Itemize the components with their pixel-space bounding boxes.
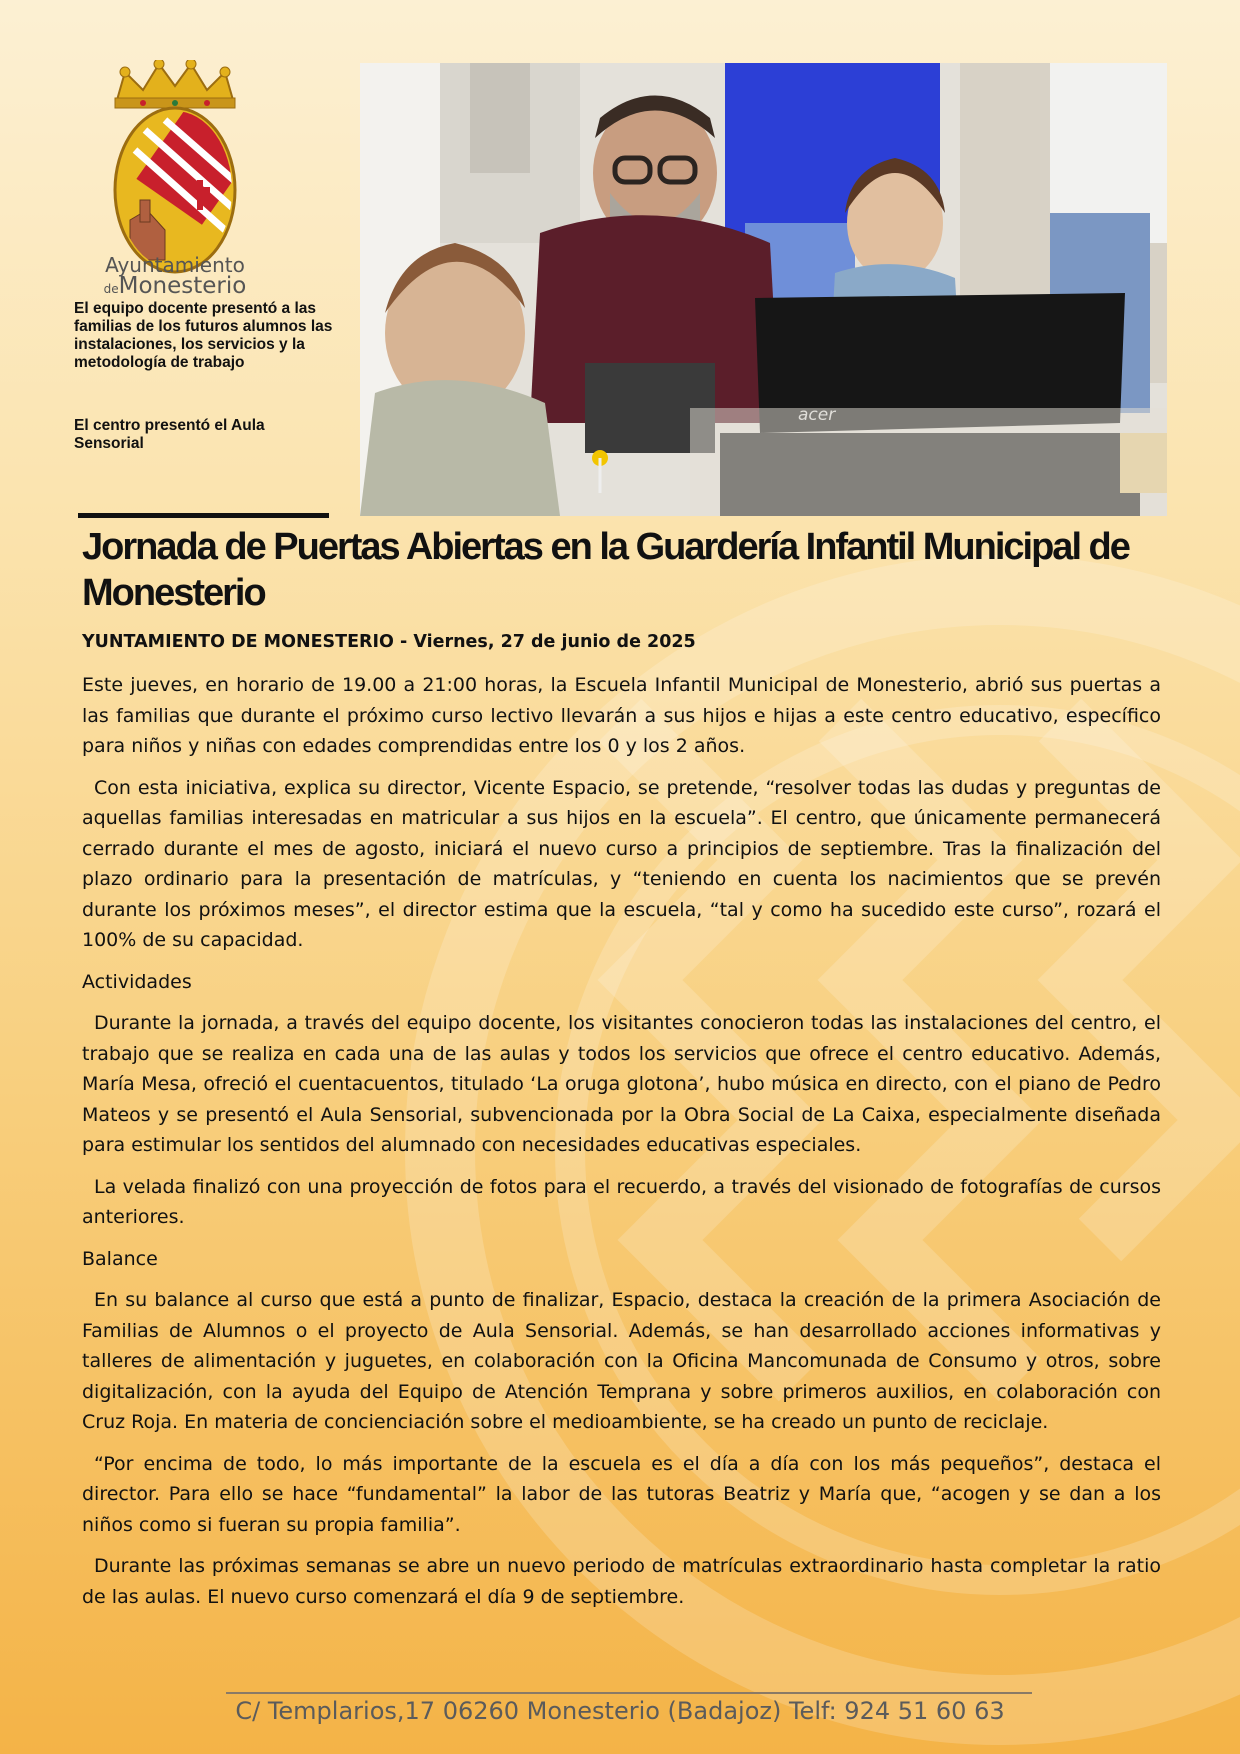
article-body [82, 670, 1161, 1623]
headline-rule [78, 513, 329, 518]
paragraph-3: Durante la jornada, a través del equipo docente, los visitantes conocieron todas las instalaciones del centro, el trabajo que se realiza en cada una de las aulas y todos los servicios que ofrece el centro educativo. Además, María Mesa, ofreció el cuentacuentos, titulado ‘La oruga glotona’, hubo música en directo, con el piano de Pedro Mateos y se presentó el Aula Sensorial, subvencionada por la Obra Social de La Caixa, especialmente diseñada para estimular los sentidos del alumnado con necesidades educativas especiales. [82, 1012, 1161, 1156]
logo-de: de [103, 282, 119, 296]
paragraph-2: Con esta iniciativa, explica su director, Vicente Espacio, se pretende, “resolver todas las dudas y preguntas de aquellas familias interesadas en matricular a sus hijos en la escuela”. El centro, que únicamente permanecerá cerrado durante el mes de agosto, iniciará el nuevo curso a principios de septiembre. Tras la finalización del plazo ordinario para la presentación de matrículas, y “teniendo en cuenta los nacimientos que se prevén durante los próximos meses”, el director estima que la escuela, “tal y como ha sucedido este curso”, rozará el 100% de su capacidad. [82, 776, 1161, 951]
footer-rule [226, 1692, 1032, 1694]
photo-caption-2: El centro presentó el Aula Sensorial [74, 417, 265, 452]
paragraph-6: “Por encima de todo, lo más importante de la escuela es el día a día con los más pequeños”, destaca el director. Para ello se hace “fundamental” la labor de las tutoras Beatriz y María que, “acogen y se dan a los niños como si fueran su propia familia”. [82, 1452, 1161, 1536]
article-headline: Jornada de Puertas Abiertas en la Guardería Infantil Municipal de Monesterio [82, 526, 1129, 614]
paragraph-7: Durante las próximas semanas se abre un nuevo periodo de matrículas extraordinario hasta completar la ratio de las aulas. El nuevo curso comenzará el día 9 de septiembre. [82, 1555, 1161, 1608]
paragraph-5: En su balance al curso que está a punto de finalizar, Espacio, destaca la creación de la primera Asociación de Familias de Alumnos o el proyecto de Aula Sensorial. Además, se han desarrollado acciones informativas y talleres de alimentación y juguetes, en colaboración con la Oficina Mancomunada de Consumo y otros, sobre digitalización, con la ayuda del Equipo de Atención Temprana y sobre primeros auxilios, en colaboración con Cruz Roja. En materia de concienciación sobre el medioambiente, se ha creado un punto de reciclaje. [82, 1289, 1161, 1433]
logo-monesterio: Monesterio [118, 273, 247, 299]
logo-line-monesterio [60, 275, 290, 298]
paragraph-4: La velada finalizó con una proyección de fotos para el recuerdo, a través del visionado de fotografías de cursos anteriores. [82, 1175, 1161, 1228]
article-byline: YUNTAMIENTO DE MONESTERIO - Viernes, 27 de junio de 2025 [82, 632, 696, 652]
logo-line-ayuntamiento: Ayuntamiento [105, 253, 245, 277]
footer-address: C/ Templarios,17 06260 Monesterio (Badajoz) Telf: 924 51 60 63 [235, 1697, 1005, 1725]
logo-wordmark [60, 255, 290, 298]
section-heading-actividades: Actividades [82, 970, 192, 993]
section-heading-balance: Balance [82, 1247, 158, 1270]
paragraph-1: Este jueves, en horario de 19.00 a 21:00 horas, la Escuela Infantil Municipal de Monesterio, abrió sus puertas a las familias que durante el próximo curso lectivo llevarán a sus hijos e hijas a este centro educativo, específico para niños y niñas con edades comprendidas entre los 0 y los 2 años. [82, 674, 1161, 757]
photo-caption-1: El equipo docente presentó a las familias de los futuros alumnos las instalaciones, los servicios y la metodología de trabajo [74, 300, 333, 371]
article-photo [360, 63, 1167, 516]
